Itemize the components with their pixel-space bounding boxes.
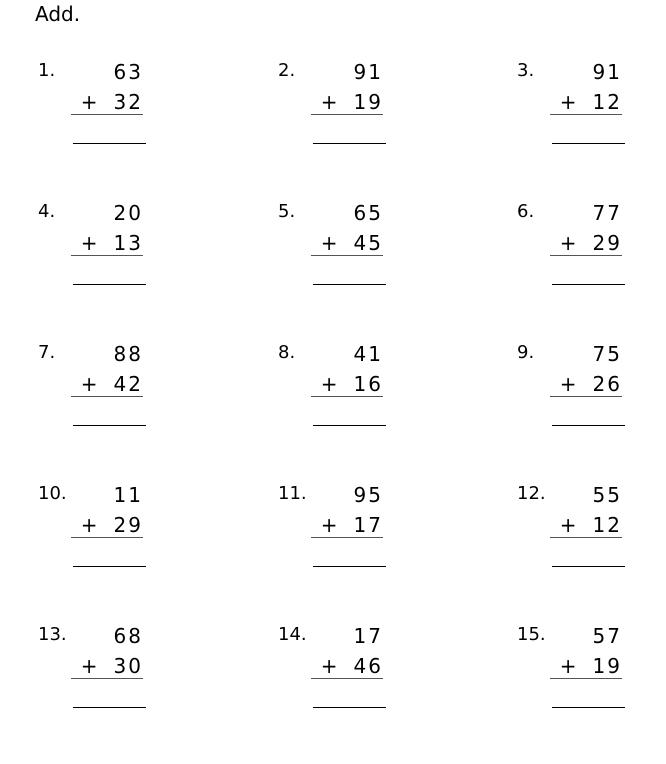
sum-rule [311,114,383,115]
answer-line[interactable] [552,566,625,567]
problem-number: 14. [278,624,307,645]
answer-line[interactable] [313,143,386,144]
plus-sign: + [559,231,579,255]
answer-line[interactable] [313,707,386,708]
second-addend: 17 [353,513,383,537]
first-addend: 65 [353,201,383,225]
sum-rule [550,537,622,538]
second-addend-row [560,372,622,396]
problem-number: 4. [38,201,56,222]
sum-rule [71,537,143,538]
plus-sign: + [320,513,340,537]
second-addend: 32 [113,90,143,114]
problem-number: 10. [38,483,67,504]
second-addend: 30 [113,654,143,678]
plus-sign: + [80,654,100,678]
sum-rule [550,114,622,115]
first-addend: 17 [353,624,383,648]
plus-sign: + [320,654,340,678]
sum-rule [311,678,383,679]
second-addend: 12 [592,513,622,537]
second-addend: 29 [113,513,143,537]
problem-6 [517,201,622,341]
first-addend: 77 [592,201,622,225]
plus-sign: + [80,90,100,114]
second-addend-row [560,90,622,114]
first-addend: 55 [592,483,622,507]
second-addend: 16 [353,372,383,396]
first-addend: 41 [353,342,383,366]
first-addend: 11 [113,483,143,507]
first-addend: 57 [592,624,622,648]
problem-15 [517,624,622,764]
second-addend: 26 [592,372,622,396]
second-addend: 19 [353,90,383,114]
problem-number: 1. [38,60,56,81]
first-addend: 91 [592,60,622,84]
problem-number: 6. [517,201,535,222]
sum-rule [71,678,143,679]
problem-number: 11. [278,483,307,504]
first-addend: 88 [113,342,143,366]
problem-number: 7. [38,342,56,363]
second-addend: 29 [592,231,622,255]
problem-8 [278,342,383,482]
problem-11 [278,483,383,623]
answer-line[interactable] [313,284,386,285]
plus-sign: + [320,90,340,114]
second-addend-row [321,90,383,114]
problem-7 [38,342,143,482]
sum-rule [311,255,383,256]
sum-rule [311,396,383,397]
problem-number: 9. [517,342,535,363]
problem-number: 3. [517,60,535,81]
sum-rule [311,537,383,538]
second-addend: 12 [592,90,622,114]
second-addend-row [81,654,143,678]
plus-sign: + [559,513,579,537]
problem-4 [38,201,143,341]
first-addend: 63 [113,60,143,84]
first-addend: 68 [113,624,143,648]
problem-number: 2. [278,60,296,81]
problem-number: 5. [278,201,296,222]
second-addend: 45 [353,231,383,255]
sum-rule [550,255,622,256]
answer-line[interactable] [73,143,146,144]
second-addend-row [81,231,143,255]
problem-2 [278,60,383,200]
second-addend-row [81,513,143,537]
plus-sign: + [559,90,579,114]
answer-line[interactable] [313,566,386,567]
problem-3 [517,60,622,200]
second-addend-row [321,513,383,537]
answer-line[interactable] [552,284,625,285]
answer-line[interactable] [73,566,146,567]
plus-sign: + [320,372,340,396]
second-addend-row [81,90,143,114]
plus-sign: + [320,231,340,255]
plus-sign: + [80,372,100,396]
answer-line[interactable] [552,143,625,144]
answer-line[interactable] [73,707,146,708]
problem-number: 8. [278,342,296,363]
plus-sign: + [559,372,579,396]
second-addend-row [321,372,383,396]
answer-line[interactable] [73,425,146,426]
second-addend: 46 [353,654,383,678]
second-addend-row [560,654,622,678]
problem-5 [278,201,383,341]
second-addend: 19 [592,654,622,678]
sum-rule [550,396,622,397]
second-addend: 13 [113,231,143,255]
first-addend: 95 [353,483,383,507]
problem-10 [38,483,143,623]
first-addend: 91 [353,60,383,84]
problem-1 [38,60,143,200]
second-addend-row [321,654,383,678]
problem-12 [517,483,622,623]
problem-number: 12. [517,483,546,504]
problem-number: 15. [517,624,546,645]
sum-rule [71,255,143,256]
problem-13 [38,624,143,764]
problem-9 [517,342,622,482]
answer-line[interactable] [552,425,625,426]
problem-14 [278,624,383,764]
second-addend-row [81,372,143,396]
answer-line[interactable] [73,284,146,285]
second-addend: 42 [113,372,143,396]
plus-sign: + [559,654,579,678]
sum-rule [550,678,622,679]
answer-line[interactable] [313,425,386,426]
problem-number: 13. [38,624,67,645]
sum-rule [71,114,143,115]
plus-sign: + [80,513,100,537]
answer-line[interactable] [552,707,625,708]
second-addend-row [321,231,383,255]
sum-rule [71,396,143,397]
first-addend: 75 [592,342,622,366]
second-addend-row [560,513,622,537]
plus-sign: + [80,231,100,255]
worksheet-title: Add. [35,2,81,26]
first-addend: 20 [113,201,143,225]
second-addend-row [560,231,622,255]
